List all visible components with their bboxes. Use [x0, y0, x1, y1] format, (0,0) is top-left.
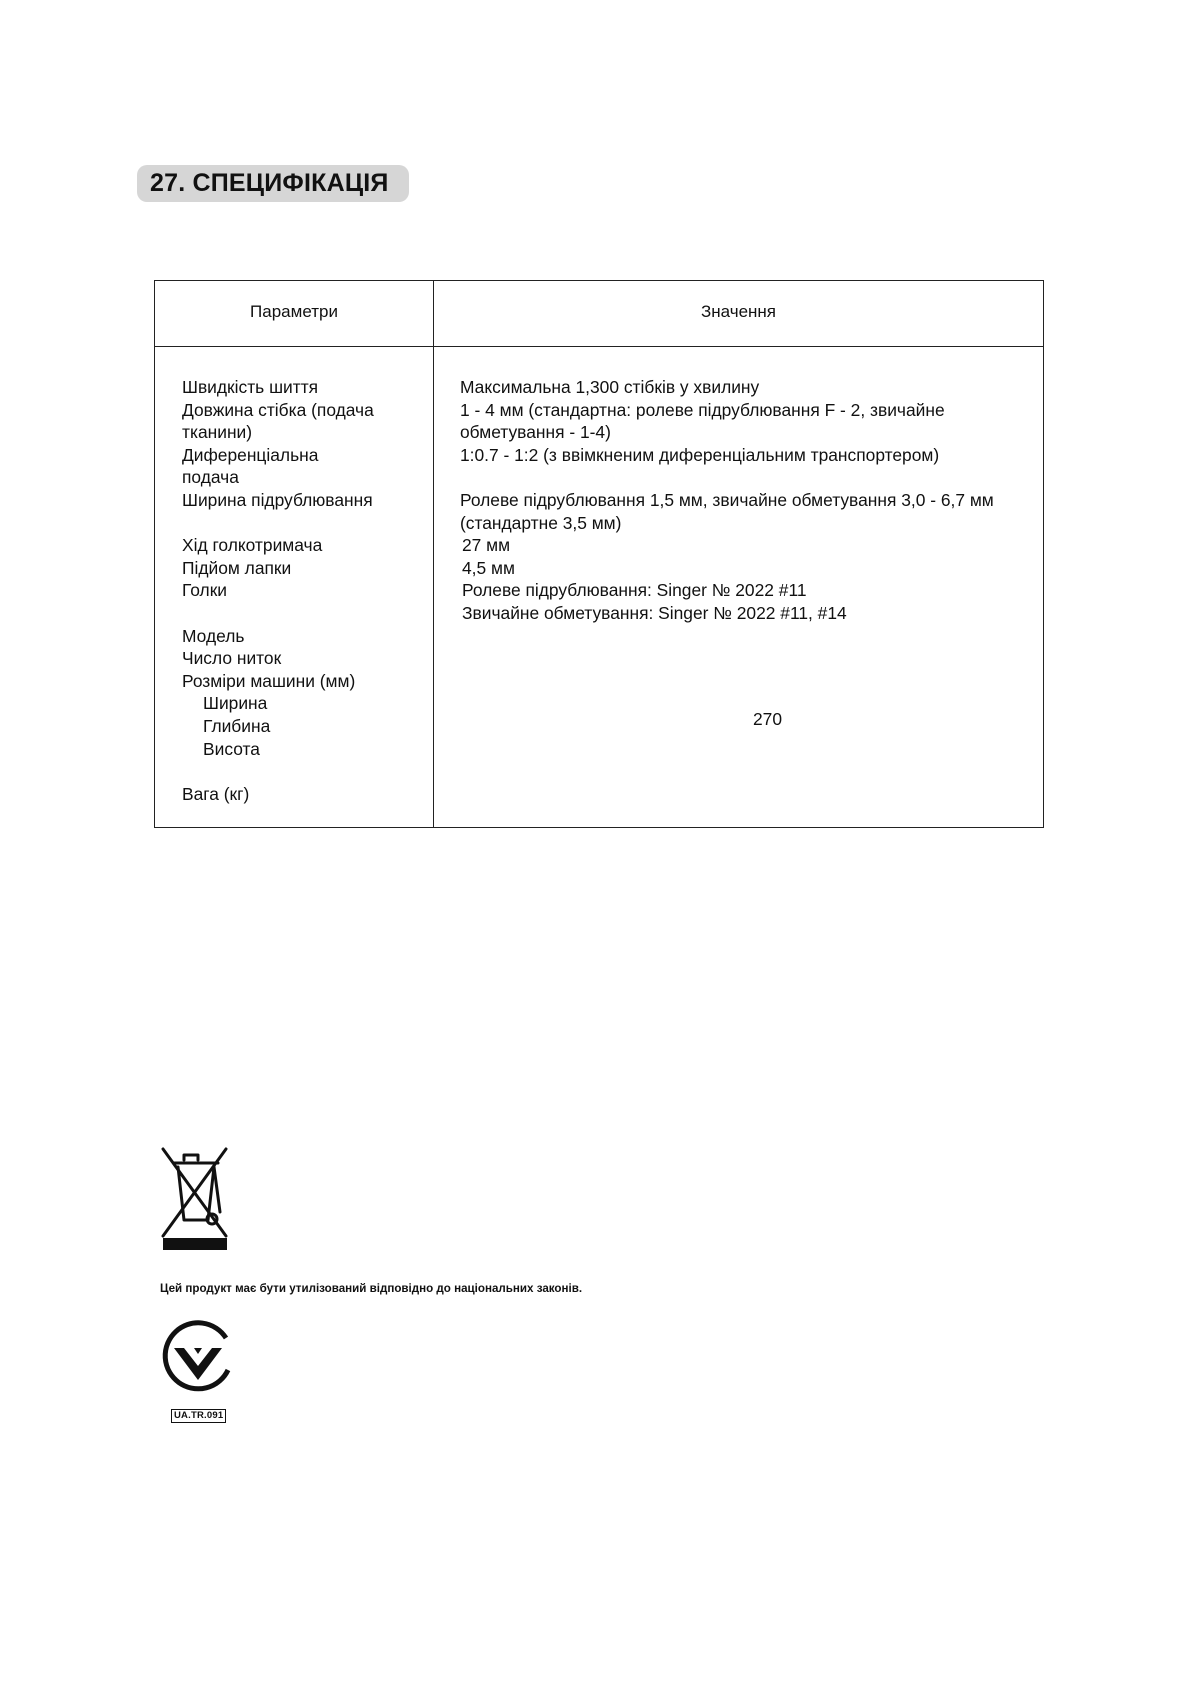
param-spacer	[182, 512, 432, 535]
param-differential-cont: подача	[182, 467, 239, 488]
param-spacer	[182, 760, 432, 783]
param-stitch-length-cont: тканини)	[182, 422, 253, 443]
value-needles-rolled-hem: Ролеве підрублювання: Singer № 2022 #11	[462, 580, 807, 601]
param-machine-dimensions: Розміри машини (мм)	[182, 670, 356, 691]
param-needles: Голки	[182, 580, 228, 601]
value-presser-lift: 4,5 мм	[462, 557, 515, 578]
param-differential: Диференціальна	[182, 444, 319, 465]
value-hem-width: Ролеве підрублювання 1,5 мм, звичайне обметування 3,0 - 6,7 мм	[460, 489, 994, 510]
value-sewing-speed: Максимальна 1,300 стібків у хвилину	[460, 377, 760, 397]
param-stitch-length: Довжина стібка (подача	[182, 399, 374, 420]
param-presser-lift: Підйом лапки	[182, 557, 292, 578]
param-width: Ширина	[203, 693, 268, 714]
value-stitch-length: 1 - 4 мм (стандартна: ролеве підрублювання F - 2, звичайне	[460, 399, 945, 420]
header-parameters: Параметри	[250, 302, 338, 321]
param-thread-count: Число ниток	[182, 648, 282, 669]
value-depth: 270	[753, 709, 783, 729]
param-hem-width: Ширина підрублювання	[182, 489, 373, 510]
parameter-column	[182, 376, 432, 805]
ukrainian-conformity-mark-icon	[160, 1318, 236, 1394]
disposal-note: Цей продукт має бути утилізований відповідно до національних законів.	[160, 1282, 583, 1295]
header-values: Значення	[700, 302, 777, 321]
param-needle-bar-stroke: Хід голкотримача	[182, 535, 323, 556]
value-column	[460, 376, 1040, 625]
value-stitch-length-cont: обметування - 1-4)	[460, 422, 611, 443]
param-model: Модель	[182, 625, 245, 646]
header-divider	[155, 346, 1043, 347]
value-differential: 1:0.7 - 1:2 (з ввімкненим диференціальним транспортером)	[460, 444, 940, 465]
value-needle-bar-stroke: 27 мм	[462, 535, 511, 556]
value-hem-width-cont: (стандартне 3,5 мм)	[460, 512, 622, 533]
value-needles-overlock: Звичайне обметування: Singer № 2022 #11, #14	[462, 602, 847, 623]
value-spacer	[460, 466, 1040, 489]
certification-code: UA.TR.091	[171, 1409, 226, 1423]
crossed-out-wheelie-bin-icon	[160, 1146, 232, 1250]
specification-table	[154, 280, 1044, 828]
section-title: 27. СПЕЦИФІКАЦІЯ	[137, 165, 409, 202]
param-spacer	[182, 602, 432, 625]
param-sewing-speed: Швидкість шиття	[182, 377, 319, 397]
param-weight: Вага (кг)	[182, 783, 250, 804]
column-divider	[433, 281, 434, 827]
param-height: Висота	[203, 738, 260, 759]
param-depth: Глибина	[203, 715, 271, 736]
